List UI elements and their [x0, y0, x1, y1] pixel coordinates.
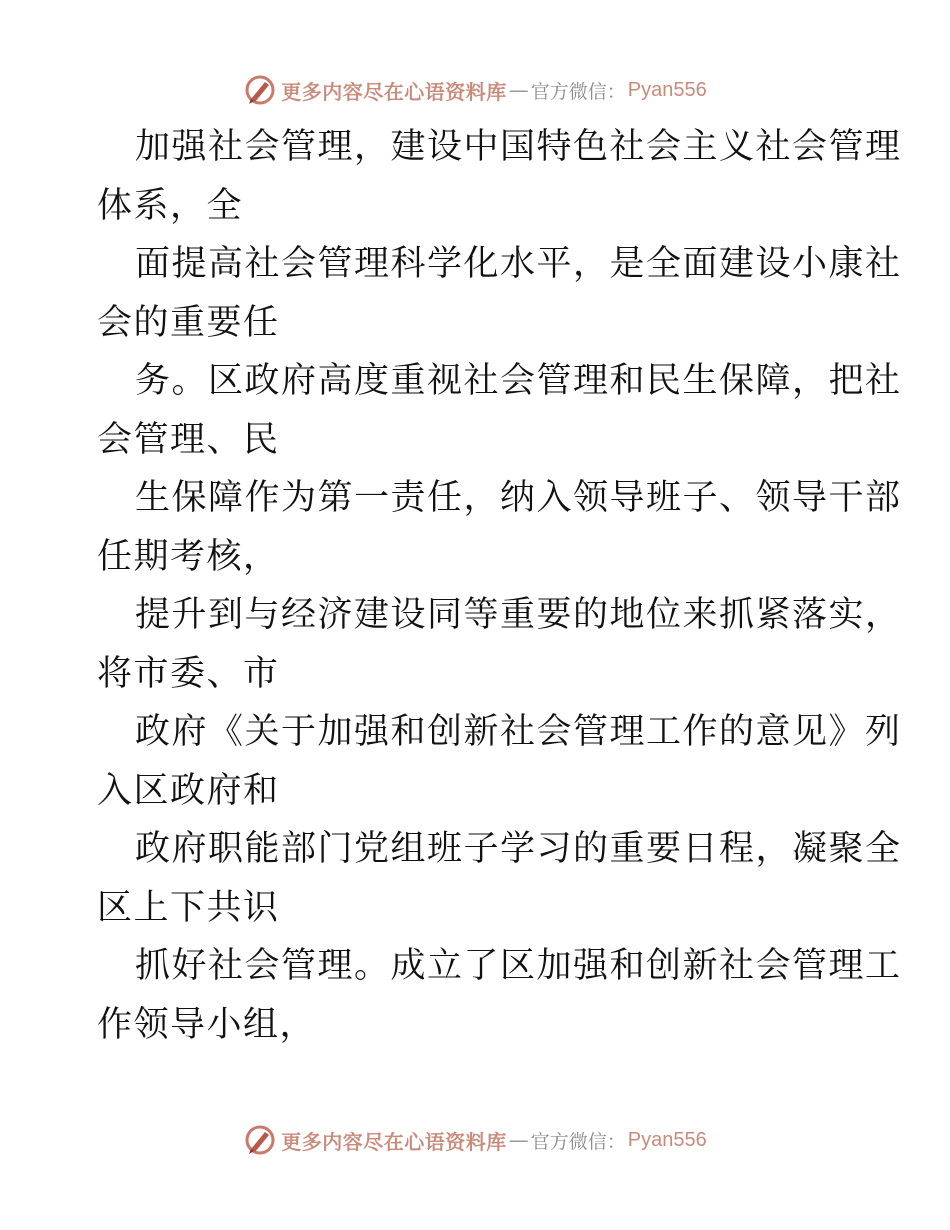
text-line: 会的重要任 [97, 302, 280, 343]
header-banner [0, 70, 950, 110]
banner-separator: — [508, 1128, 529, 1152]
banner-site-text: 更多内容尽在心语资料库 [281, 1129, 507, 1154]
text-line: 任期考核， [97, 536, 280, 577]
text-line: 务。区政府高度重视社会管理和民生保障，把社 [135, 361, 902, 401]
text-line: 生保障作为第一责任，纳入领导班子、领导干部 [135, 478, 902, 518]
text-line: 政府《关于加强和创新社会管理工作的意见》列 [135, 712, 902, 752]
text-line: 入区政府和 [97, 770, 280, 811]
banner-separator: — [508, 78, 529, 102]
document-body [97, 118, 902, 1054]
text-line: 作领导小组， [97, 1004, 317, 1045]
text-line: 区上下共识 [97, 887, 280, 928]
text-line: 抓好社会管理。成立了区加强和创新社会管理工 [135, 946, 902, 986]
text-line: 提升到与经济建设同等重要的地位来抓紧落实， [135, 595, 902, 635]
pen-circle-logo-icon [243, 73, 277, 107]
banner-site-text: 更多内容尽在心语资料库 [281, 79, 507, 104]
banner-contact-label: 官方微信： [530, 80, 626, 103]
banner-contact-id: Pyan556 [627, 78, 707, 101]
footer-banner [0, 1120, 950, 1160]
text-line: 面提高社会管理科学化水平，是全面建设小康社 [135, 244, 902, 284]
text-line: 加强社会管理，建设中国特色社会主义社会管理 [135, 127, 902, 167]
text-line: 体系，全 [97, 185, 244, 226]
pen-circle-logo-icon [243, 1123, 277, 1157]
banner-contact-id: Pyan556 [627, 1128, 707, 1151]
text-line: 将市委、市 [97, 653, 280, 694]
text-line: 政府职能部门党组班子学习的重要日程，凝聚全 [135, 829, 902, 869]
banner-contact-label: 官方微信： [530, 1130, 626, 1153]
text-line: 会管理、民 [97, 419, 280, 460]
